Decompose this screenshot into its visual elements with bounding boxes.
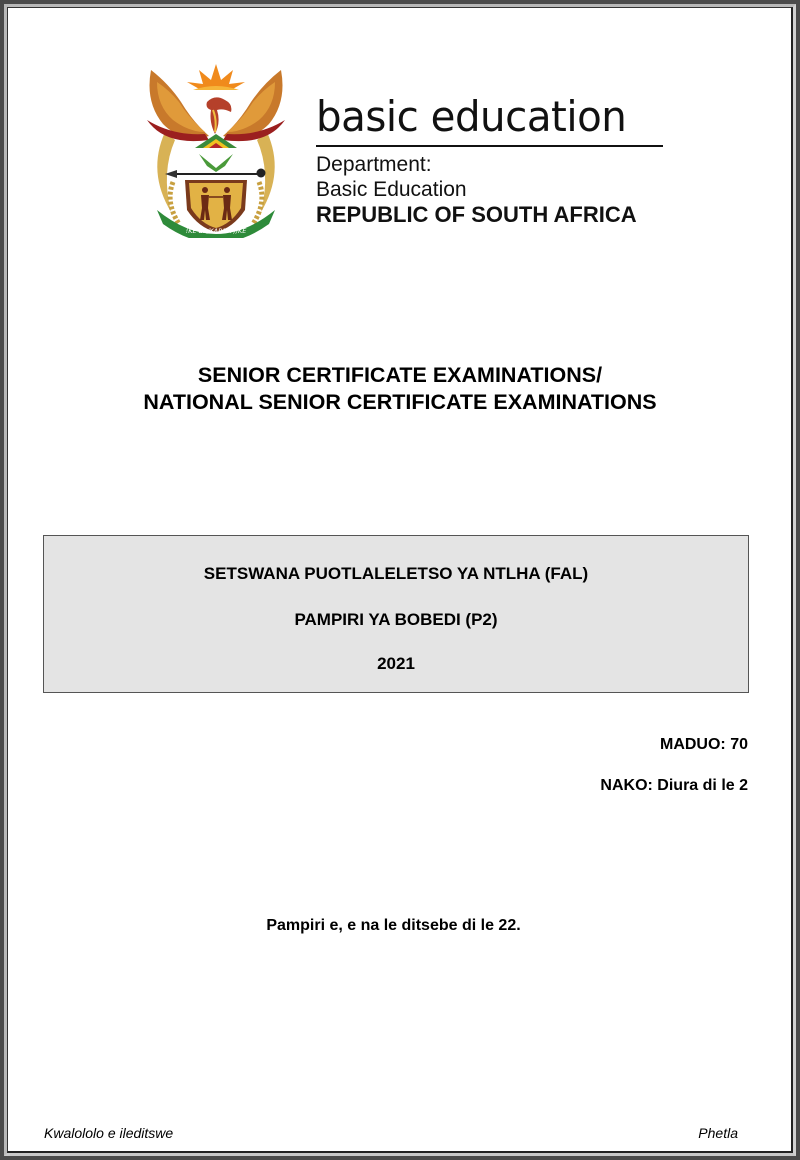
exam-year: 2021 <box>377 654 415 673</box>
paper-number: PAMPIRI YA BOBEDI (P2) <box>294 610 498 629</box>
coat-of-arms-logo <box>143 62 289 238</box>
brand-divider <box>316 145 663 147</box>
exam-duration: NAKO: Diura di le 2 <box>600 777 748 794</box>
department-brand <box>316 92 666 228</box>
footer-copyright: Kwalololo e ileditswe <box>44 1125 174 1141</box>
page-count-note: Pampiri e, e na le ditsebe di le 22. <box>266 917 521 934</box>
department-name: Basic Education <box>316 178 467 201</box>
subject-box <box>43 535 749 693</box>
country-name: REPUBLIC OF SOUTH AFRICA <box>316 202 637 227</box>
department-label: Department: <box>316 153 432 176</box>
exam-title-line-1: SENIOR CERTIFICATE EXAMINATIONS/ <box>197 363 603 387</box>
south-africa-coat-of-arms-icon <box>143 62 289 238</box>
exam-title <box>0 362 800 416</box>
brand-name: basic education <box>316 92 627 141</box>
footer-turn-over: Phetla <box>698 1125 738 1141</box>
exam-title-line-2: NATIONAL SENIOR CERTIFICATE EXAMINATIONS <box>143 390 657 414</box>
subject-name: SETSWANA PUOTLALELETSO YA NTLHA (FAL) <box>203 564 589 583</box>
svg-text:!KE E: /XARRA //KE: !KE E: /XARRA //KE <box>185 227 247 235</box>
total-marks: MADUO: 70 <box>659 736 748 753</box>
